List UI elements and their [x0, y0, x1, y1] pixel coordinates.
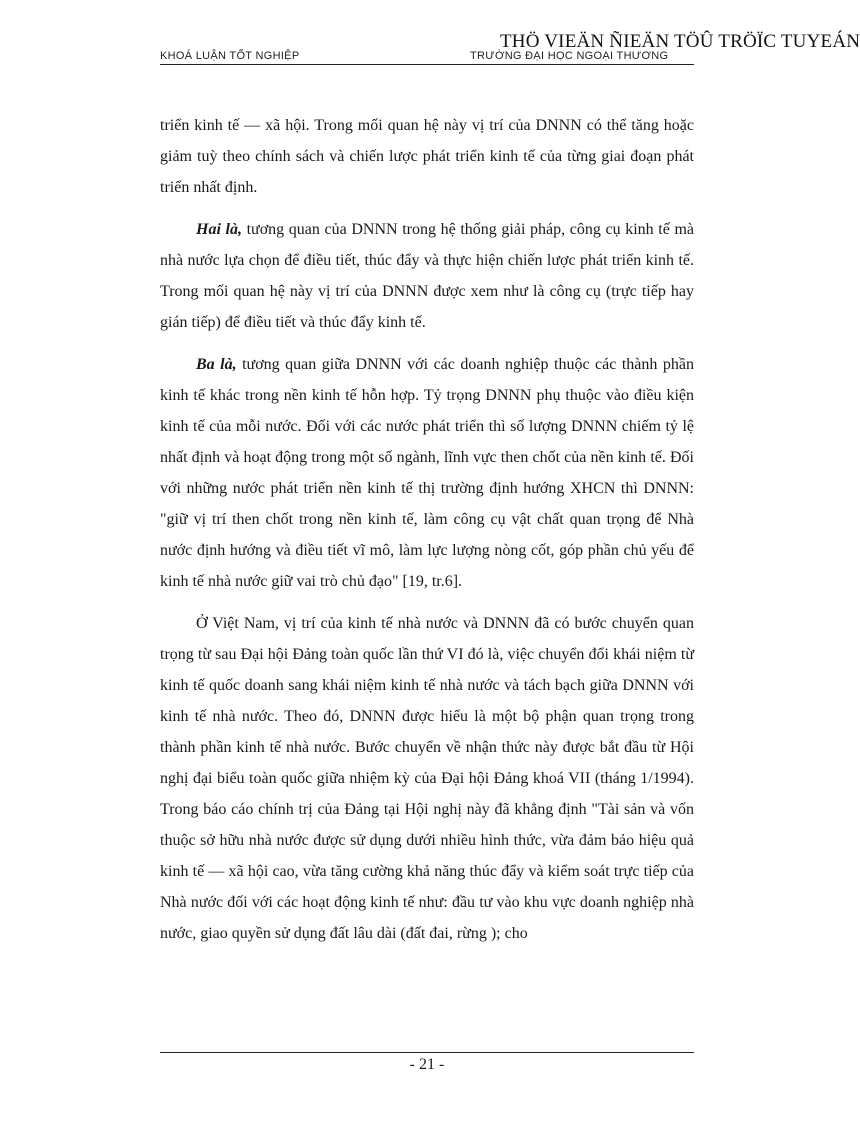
- paragraph-2-lead: Hai là,: [196, 221, 242, 238]
- paragraph-1: triển kinh tế — xã hội. Trong mối quan hệ này vị trí của DNNN có thể tăng hoặc giảm tuỳ theo chính sách và chiến lược phát triển kinh tế của từng giai đoạn phát triển nhất định.: [160, 117, 694, 196]
- footer-divider: [160, 1052, 694, 1053]
- library-watermark: THÖ VIEÄN ÑIEÄN TÖÛ TRÖÏC TUYEÁN: [500, 31, 860, 52]
- header-university-label: TRƯỜNG ĐẠI HỌC NGOẠI THƯƠNG: [470, 50, 669, 62]
- header-divider: [160, 64, 694, 65]
- paragraph-3-lead: Ba là,: [196, 356, 237, 373]
- header-thesis-label: KHOÁ LUẬN TỐT NGHIỆP: [160, 50, 300, 62]
- paragraph-3-text: tương quan giữa DNNN với các doanh nghiệp thuộc các thành phần kinh tế khác trong nền kinh tế hỗn hợp. Tỷ trọng DNNN phụ thuộc vào điều kiện kinh tế của mỗi nước. Đối với các nước phát triển thì số lượng DNNN chiếm tỷ lệ nhất định và hoạt động trong một số ngành, lĩnh vực then chốt của nền kinh tế. Đối với những nước phát triển nền kinh tế thị trường định hướng XHCN thì DNNN: "giữ vị trí then chốt trong nền kinh tế, làm công cụ vật chất quan trọng để Nhà nước định hướng và điều tiết vĩ mô, làm lực lượng nòng cốt, góp phần chủ yếu để kinh tế nhà nước giữ vai trò chủ đạo" [19, tr.6].: [160, 356, 694, 590]
- paragraph-2-text: tương quan của DNNN trong hệ thống giải pháp, công cụ kinh tế mà nhà nước lựa chọn để điều tiết, thúc đẩy và thực hiện chiến lược phát triển kinh tế. Trong mối quan hệ này vị trí của DNNN được xem như là công cụ (trực tiếp hay gián tiếp) để điều tiết và thúc đẩy kinh tế.: [160, 221, 694, 331]
- document-body: [160, 110, 694, 960]
- page-number: - 21 -: [409, 1056, 445, 1073]
- paragraph-4: Ở Việt Nam, vị trí của kinh tế nhà nước và DNNN đã có bước chuyển quan trọng từ sau Đại hội Đảng toàn quốc lần thứ VI đó là, việc chuyển đổi khái niệm từ kinh tế quốc doanh sang khái niệm kinh tế nhà nước và tách bạch giữa DNNN với kinh tế nhà nước. Theo đó, DNNN được hiểu là một bộ phận quan trọng trong thành phần kinh tế nhà nước. Bước chuyển về nhận thức này được bắt đầu từ Hội nghị đại biểu toàn quốc giữa nhiệm kỳ của Đại hội Đảng khoá VII (tháng 1/1994). Trong báo cáo chính trị của Đảng tại Hội nghị này đã khẳng định "Tài sản và vốn thuộc sở hữu nhà nước được sử dụng dưới nhiều hình thức, vừa đảm bảo hiệu quả kinh tế — xã hội cao, vừa tăng cường khả năng thúc đẩy và kiểm soát trực tiếp của Nhà nước đối với các hoạt động kinh tế như: đầu tư vào khu vực doanh nghiệp nhà nước, giao quyền sử dụng đất lâu dài (đất đai, rừng ); cho: [160, 615, 694, 942]
- paragraph-3: [160, 349, 694, 597]
- paragraph-2: [160, 214, 694, 338]
